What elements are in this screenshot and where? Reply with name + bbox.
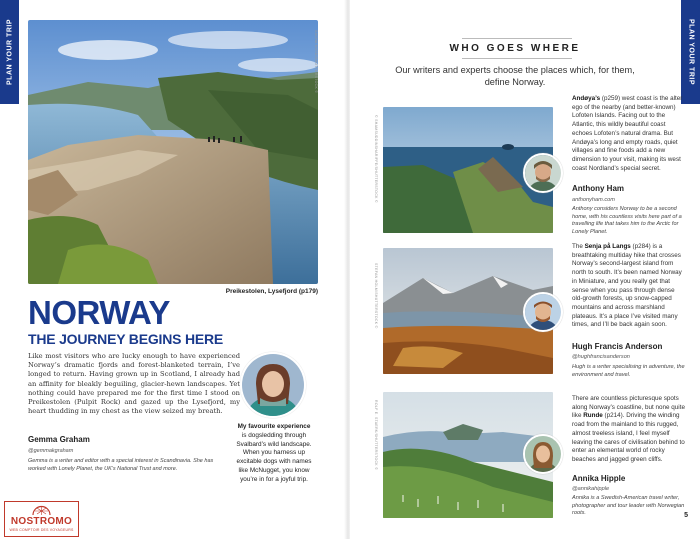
- author-handle: @gemmakgraham: [28, 448, 74, 454]
- avatar: [523, 434, 563, 474]
- author-name: Gemma Graham: [28, 435, 90, 444]
- right-page: [350, 0, 700, 539]
- avatar: [523, 153, 563, 193]
- expert-description-3: There are countless picturesque spots along Norway’s coastline, but none quite like Runde (p214). Driving the winding road from the mainland to this rugged, almost treeless island, I feel myself leaving the cares of civilisation behind to enter an elemental world of rocky beaches and jagged green cliffs.: [572, 395, 685, 463]
- avatar: [523, 292, 563, 332]
- expert-handle-2: @hughfrancisanderson: [572, 354, 630, 360]
- expert-bio-1: Anthony considers Norway to be a second home, with his countless visits here part of a travelling life that takes him to the Arctic for Lonely Planet.: [572, 206, 682, 235]
- favourite-experience: My favourite experience is dogsledding through Svalbard’s wild landscape. When you harness up excitable dogs with names like McNugget, you know you’re in for a joyful trip.: [236, 423, 312, 483]
- page-subtitle: THE JOURNEY BEGINS HERE: [28, 331, 224, 347]
- expert-name-3: Annika Hipple: [572, 474, 626, 483]
- expert-name-2: Hugh Francis Anderson: [572, 342, 663, 351]
- expert-description-2: The Senja på Langs (p284) is a breathtaking multiday hike that crosses Norway’s second-largest island from north to south. It’s been named Norway in Miniature, and you really get that sense when you pass through dense old-growth forests, up snow-capped mountains and across marshland plateaus. It’s a place I’ve visited many times, and I’ll be back again soon.: [572, 243, 682, 329]
- avatar: [240, 352, 306, 418]
- left-page: [0, 0, 346, 539]
- nostromo-logo: NOSTROMO WEB COMPTOIR DES VOYAGEURS: [4, 501, 79, 537]
- photo-credit: SACHA.NVSD/SHUTTERSTOCK ©: [314, 30, 318, 94]
- expert-bio-2: Hugh is a writer specialising in adventure, the environment and travel.: [572, 364, 685, 378]
- side-tab-left: PLAN YOUR TRIP: [0, 0, 19, 104]
- photo-caption: Preikestolen, Lysefjord (p179): [225, 288, 318, 295]
- author-bio: Gemma is a writer and editor with a special interest in Scandinavia. She has worked with Lonely Planet, the UK’s National Trust and more.: [28, 458, 214, 472]
- section-heading: WHO GOES WHERE: [449, 43, 581, 54]
- heading-rule-top: [462, 38, 572, 39]
- hero-photo-preikestolen: [28, 20, 318, 284]
- photo-credit-1: © SHAMSUDDINSHARIFFE/SHUTTERSTOCK ©: [374, 115, 378, 203]
- photo-credit-3: ROLF E. STAERK/SHUTTERSTOCK ©: [374, 400, 378, 471]
- photo-credit-2: STEFAN HOLM/SHUTTERSTOCK ©: [374, 263, 378, 329]
- page-title: NORWAY: [28, 294, 170, 331]
- side-tab-right: PLAN YOUR TRIP: [681, 0, 700, 104]
- page-number: 5: [684, 512, 688, 519]
- expert-handle-1: anthonyham.com: [572, 197, 615, 203]
- heading-rule-bottom: [462, 58, 572, 59]
- intro-paragraph: Like most visitors who are lucky enough to have experienced Norway’s dramatic fjords and forest-blanketed terrain, I’ve longed to return. Having grown up in Scotland, I already had an affinity for bleakly beguiling, glacier-hewn landscapes. Yet nothing could have prepared me for the first time I stood on Preikestolen (Pulpit Rock) and gazed up the Lysefjord, my heart thudding in my chest as the view seized my breath.: [28, 352, 240, 416]
- expert-bio-3: Annika is a Swedish-American travel writer, photographer and tour leader with Norwegian roots.: [572, 495, 685, 517]
- expert-description-1: Andøya’s (p259) west coast is the alter ego of the nearby (and better-known) Lofoten Islands. Facing out to the Atlantic, this wildly beautiful coast echoes Lofoten’s natural drama. But Andøya’s long and empty roads, quiet villages and fine foods add a new dimension to your visit, making its west coast Nordland’s special secret.: [572, 95, 683, 172]
- expert-handle-3: @annikahipple: [572, 486, 610, 492]
- section-subheading: Our writers and experts choose the places which, for them, define Norway.: [395, 65, 635, 87]
- expert-name-1: Anthony Ham: [572, 184, 624, 193]
